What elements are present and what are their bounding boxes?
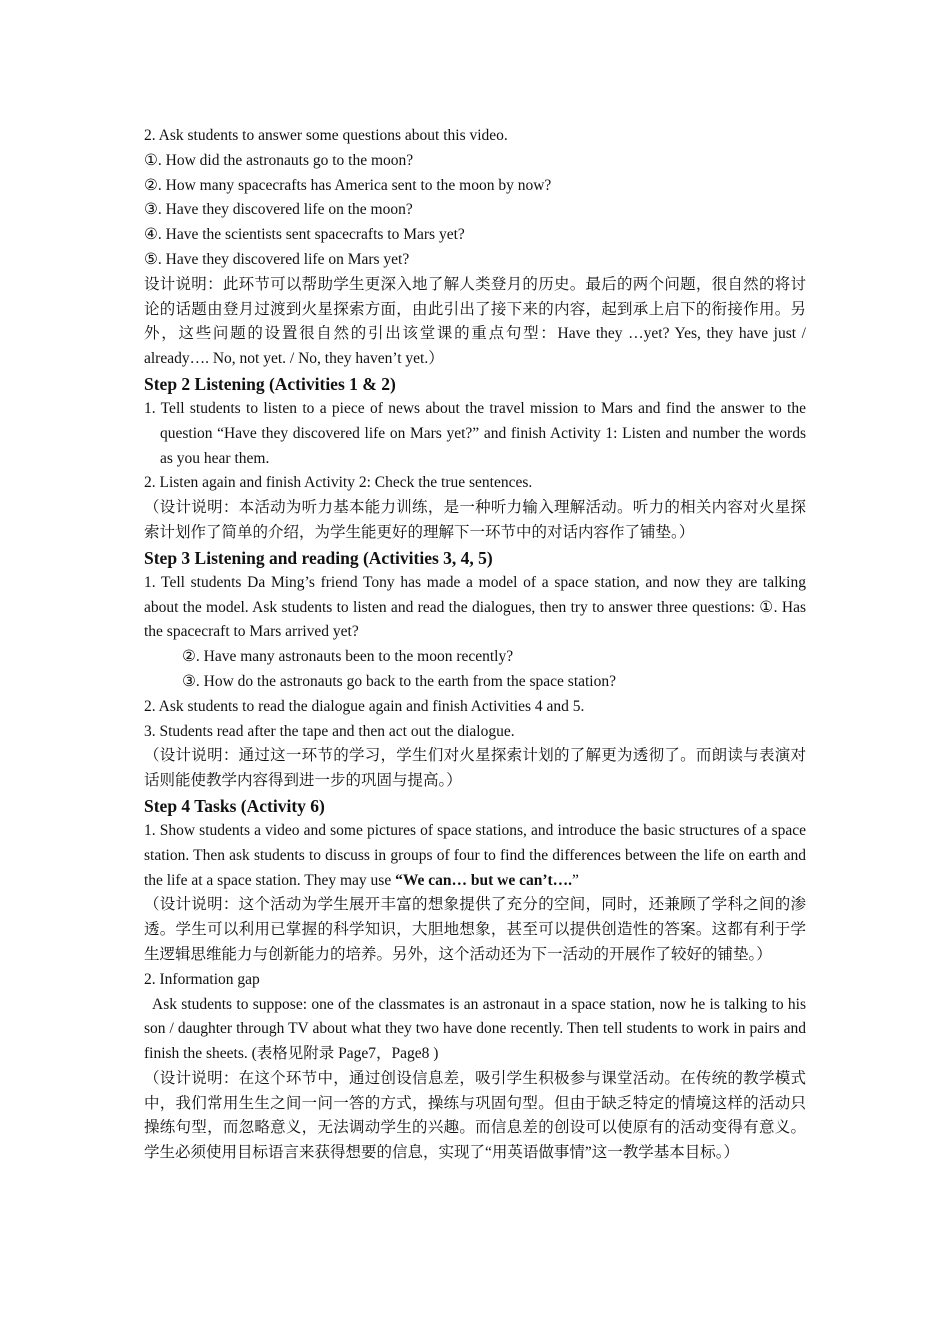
step3-question-2: ②. Have many astronauts been to the moon recently? — [182, 648, 514, 666]
step1-question-1: ①. How did the astronauts go to the moon? — [144, 151, 414, 169]
step3-question-3: ③. How do the astronauts go back to the earth from the space station? — [182, 672, 616, 690]
step4-instruction-2-body: Ask students to suppose: one of the classmates is an astronaut in a space station, now he is talking to his son / daughter through TV about what they two have done recently. Then tell students to work in pairs and finish the sheets. (表格见附录 Page7，Page8 ) — [144, 995, 806, 1063]
step2-design-note: （设计说明：本活动为听力基本能力训练，是一种听力输入理解活动。听力的相关内容对火星探索计划作了简单的介绍，为学生能更好的理解下一环节中的对话内容作了铺垫。） — [144, 499, 806, 541]
step1-question-4: ④. Have the scientists sent spacecrafts to Mars yet? — [144, 226, 465, 244]
step1-question-5: ⑤. Have they discovered life on Mars yet? — [144, 250, 410, 268]
step2-instruction-1: 1. Tell students to listen to a piece of news about the travel mission to Mars and find the answer to the question “Have they discovered life on Mars yet?” and finish Activity 1: Listen and number the words as you hear them. — [144, 399, 806, 467]
step1-ask: 2. Ask students to answer some questions about this video. — [144, 127, 508, 144]
step4-instruction-1-text: 1. Show students a video and some pictures of space stations, and introduce the basic structures of a space station. Then ask students to discuss in groups of four to find the differences between the life on earth and the life at a space station. They may use — [144, 821, 806, 889]
step4-instruction-2-title: 2. Information gap — [144, 970, 260, 988]
step3-design-note: （设计说明：通过这一环节的学习，学生们对火星探索计划的了解更为透彻了。而朗读与表演对话则能使教学内容得到进一步的巩固与提高。） — [144, 747, 806, 790]
step1-question-3: ③. Have they discovered life on the moon? — [144, 201, 413, 219]
step4-sentence-pattern: “We can… but we can’t…. — [395, 871, 573, 889]
step1-question-2: ②. How many spacecrafts has America sent to the moon by now? — [144, 176, 552, 194]
step4-design-note-2: （设计说明：在这个环节中，通过创设信息差，吸引学生积极参与课堂活动。在传统的教学模式中，我们常用生生之间一问一答的方式，操练与巩固句型。但由于缺乏特定的情境这样的活动只操练句型，而忽略意义，无法调动学生的兴趣。而信息差的创设可以使原有的活动变得有意义。学生必须使用目标语言来获得想要的信息，实现了“用英语做事情”这一教学基本目标。） — [144, 1069, 806, 1162]
document-page — [144, 124, 806, 1166]
step1-design-note: 设计说明：此环节可以帮助学生更深入地了解人类登月的历史。最后的两个问题，很自然的将讨论的话题由登月过渡到火星探索方面，由此引出了接下来的内容，起到承上启下的衔接作用。另外，这些问题的设置很自然的引出该堂课的重点句型：Have they …yet? Yes, they have just / already…. No, not yet. / No, they haven’t yet.） — [144, 275, 806, 368]
step4-design-note-1: （设计说明：这个活动为学生展开丰富的想象提供了充分的空间，同时，还兼顾了学科之间的渗透。学生可以利用已掌握的科学知识，大胆地想象，甚至可以提供创造性的答案。这都有利于学生逻辑思维能力与创新能力的培养。另外，这个活动还为下一活动的开展作了较好的铺垫。） — [144, 896, 806, 963]
step4-instruction-1 — [144, 819, 806, 893]
step2-instruction-2: 2. Listen again and finish Activity 2: Check the true sentences. — [144, 474, 533, 492]
step2-heading: Step 2 Listening (Activities 1 & 2) — [144, 373, 396, 394]
step3-instruction-1: 1. Tell students Da Ming’s friend Tony has made a model of a space station, and now they are talking about the model. Ask students to listen and read the dialogues, then try to answer three questions: ①. Has the spacecraft to Mars arrived yet? — [144, 573, 806, 641]
step3-instruction-3: 3. Students read after the tape and then act out the dialogue. — [144, 722, 515, 740]
step4-instruction-1-end: ” — [572, 871, 579, 889]
step3-heading: Step 3 Listening and reading (Activities 3, 4, 5) — [144, 547, 493, 568]
step4-heading: Step 4 Tasks (Activity 6) — [144, 795, 325, 816]
step3-instruction-2: 2. Ask students to read the dialogue again and finish Activities 4 and 5. — [144, 697, 585, 715]
